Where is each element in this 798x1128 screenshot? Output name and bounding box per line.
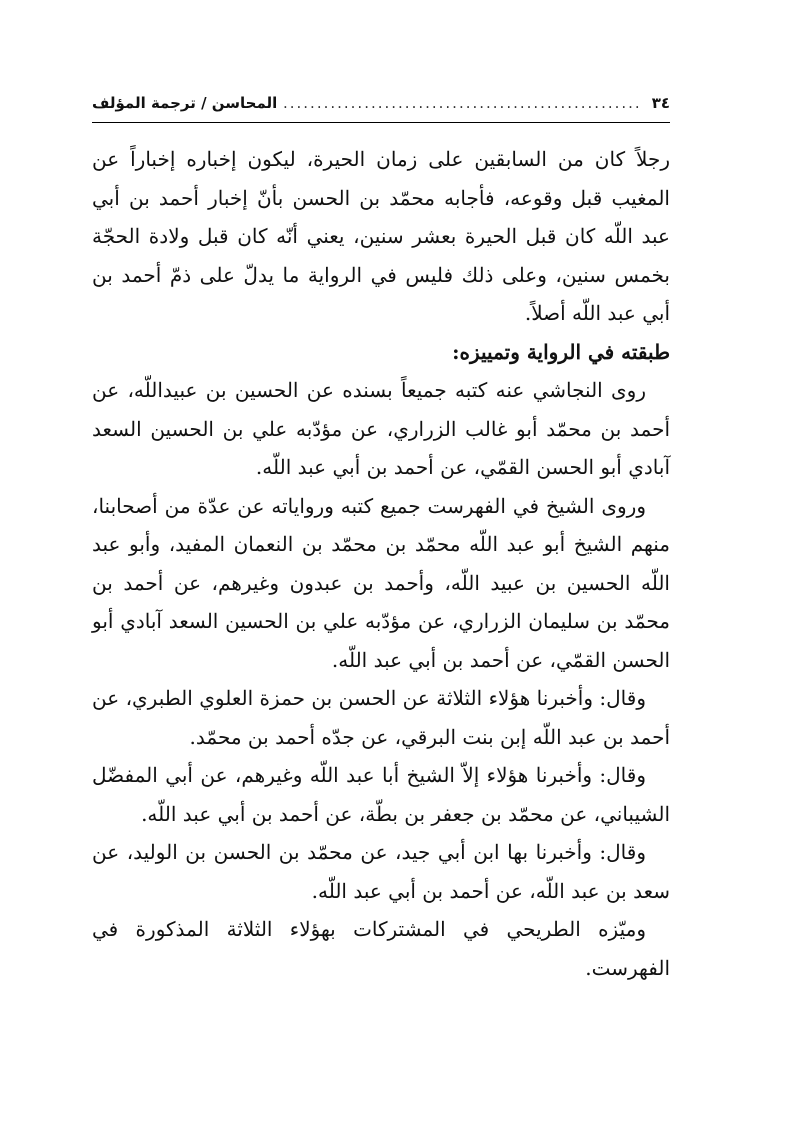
paragraph: وقال: وأخبرنا بها ابن أبي جيد، عن محمّد بن الحسن بن الوليد، عن سعد بن عبد اللّه، عن أحمد بن أبي عبد اللّه. [92,840,670,903]
paragraph: وقال: وأخبرنا هؤلاء إلاّ الشيخ أبا عبد اللّه وغيرهم، عن أبي المفضّل الشيباني، عن محمّد بن جعفر بن بطّة، عن أحمد بن أبي عبد اللّه. [92,763,670,826]
page-number: ٣٤ [651,94,670,112]
paragraph: وقال: وأخبرنا هؤلاء الثلاثة عن الحسن بن حمزة العلوي الطبري، عن أحمد بن عبد اللّه إبن بنت البرقي، عن جدّه أحمد بن محمّد. [92,686,670,749]
running-head [92,88,670,118]
body-text [92,140,670,987]
section-heading: طبقته في الرواية وتمييزه: [452,339,670,364]
paragraph: وروى الشيخ في الفهرست جميع كتبه ورواياته عن عدّة من أصحابنا، منهم الشيخ أبو عبد اللّه محمّد بن محمّد بن النعمان المفيد، وأبو عبد اللّه الحسين بن عبيد اللّه، وأحمد بن عبدون وغيرهم، عن أحمد بن محمّد بن سليمان الزراري، عن مؤدّبه علي بن الحسين السعد آبادي أبو الحسن القمّي، عن أحمد بن أبي عبد اللّه. [92,493,670,672]
paragraph-continuation: رجلاً كان من السابقين على زمان الحيرة، ليكون إخباره إخباراً عن المغيب قبل وقوعه، فأجابه محمّد بن الحسن بأنّ إخبار أحمد بن أبي عبد اللّه كان قبل الحيرة بعشر سنين، يعني أنّه كان قبل ولادة الحجّة بخمس سنين، وعلى ذلك فليس في الرواية ما يدلّ على ذمّ أحمد بن أبي عبد اللّه أصلاً. [92,147,670,325]
running-title: المحاسن / ترجمة المؤلف [92,94,278,112]
leader-dots [281,94,645,112]
header-rule [92,122,670,123]
paragraph: وميّزه الطريحي في المشتركات بهؤلاء الثلاثة المذكورة في الفهرست. [92,917,670,980]
paragraph: روى النجاشي عنه كتبه جميعاً بسنده عن الحسين بن عبيداللّه، عن أحمد بن محمّد أبو غالب الزراري، عن مؤدّبه علي بن الحسين السعد آبادي أبو الحسن القمّي، عن أحمد بن أبي عبد اللّه. [92,378,670,479]
